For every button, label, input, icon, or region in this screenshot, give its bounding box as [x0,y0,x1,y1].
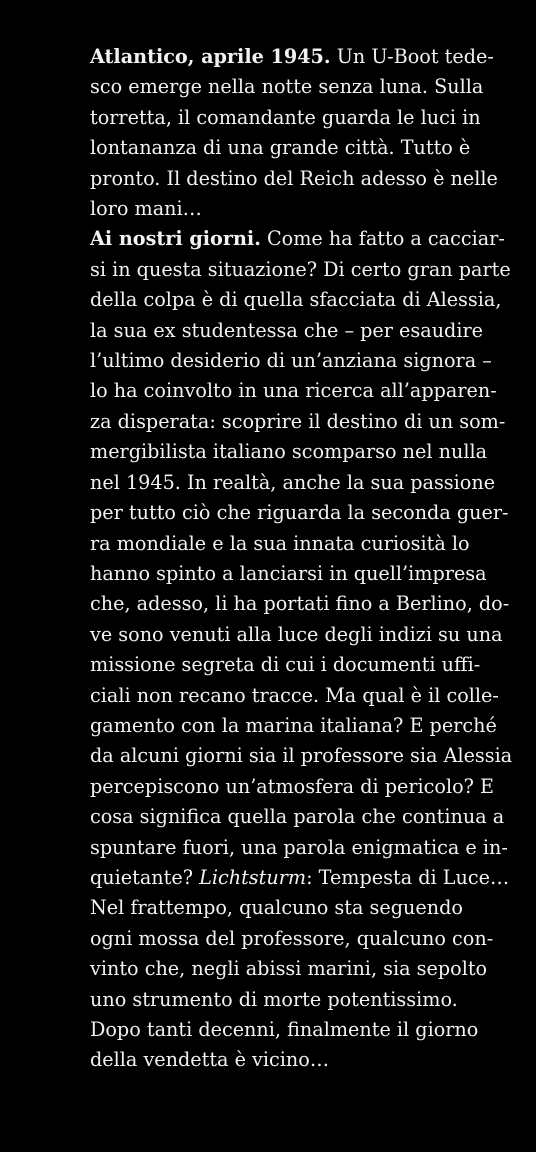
text-line [90,255,511,285]
bold-lead: Atlantico, aprile 1945. [90,45,331,68]
text-segment: ogni mossa del professore, qualcuno con- [90,926,494,950]
text-segment: da alcuni giorni sia il professore sia Alessia [90,744,513,768]
text-segment: lo ha coinvolto in una ricerca all’apparen- [90,379,497,403]
text-segment: si in questa situazione? Di certo gran parte [90,257,511,281]
text-line [90,772,495,802]
text-line [90,589,510,619]
text-line [90,1045,448,1075]
text-segment: lontananza di una grande città. Tutto è [90,136,471,160]
text-segment: ciali non recano tracce. Ma qual è il colle- [90,683,499,707]
text-line [90,316,484,346]
text-segment: cosa significa quella parola che continua a [90,805,505,829]
text-segment: l’ultimo desiderio di un’anziana signora – [90,349,492,373]
text-segment: quietante? [90,865,200,889]
text-line [90,954,488,984]
bold-lead: Ai nostri giorni. [90,227,261,251]
text-line [90,437,488,467]
mixed-italic [90,866,306,889]
text-segment: vinto che, negli abissi marini, sia sepolto [90,957,488,981]
text-segment: pronto. Il destino del Reich adesso è nelle [90,166,498,190]
text-segment: spuntare fuori, una parola enigmatica e in- [90,835,508,859]
text-line [90,407,506,437]
text-segment: ra mondiale e la sua innata curiosità lo [90,531,470,555]
text-segment: uno strumento di morte potentissimo. [90,987,458,1011]
text-line [90,893,463,923]
text-segment: Come ha fatto a cacciar- [260,227,505,251]
text-segment: Nel frattempo, qualcuno sta seguendo [90,896,463,920]
text-line [90,103,481,133]
text-segment: della colpa è di quella sfacciata di Alessia, [90,288,502,312]
text-segment: za disperata: scoprire il destino di un som- [90,409,506,433]
text-line [90,650,481,680]
text-segment: la sua ex studentessa che – per esaudire [90,318,484,342]
text-line [90,133,471,163]
text-segment: torretta, il comandante guarda le luci in [90,105,481,129]
text-line [90,802,505,832]
italic-term: Lichtsturm [199,865,307,889]
text-line [90,681,499,711]
text-line [90,194,448,224]
text-segment: missione segreta di cui i documenti uffi- [90,653,481,677]
text-segment: della vendetta è vicino… [90,1048,330,1072]
text-line [90,1015,479,1045]
text-segment: Un U-Boot tede- [330,45,494,68]
text-line [90,559,487,589]
text-segment: Dopo tanti decenni, finalmente il giorno [90,1018,479,1041]
text-segment: per tutto ciò che riguarda la seconda guer- [90,501,509,525]
text-segment: nel 1945. In realtà, anche la sua passione [90,470,496,494]
text-segment: gamento con la marina italiana? E perché [90,713,497,737]
text-segment: mergibilista italiano scomparso nel nulla [90,440,488,464]
text-line [90,741,513,771]
text-line [90,376,497,406]
text-segment: loro mani… [90,197,202,221]
text-line [90,863,510,893]
text-segment: ve sono venuti alla luce degli indizi su una [90,622,503,646]
text-line [90,285,502,315]
text-line [90,164,498,194]
text-line [90,529,470,559]
text-line [90,833,508,863]
text-line [90,985,458,1015]
text-line [90,924,494,954]
text-segment: sco emerge nella notte senza luna. Sulla [90,75,484,99]
text-line [90,72,484,102]
text-segment: : Tempesta di Luce… [306,865,510,889]
text-line [90,620,503,650]
text-segment: hanno spinto a lanciarsi in quell’impresa [90,561,487,585]
blurb-text [90,42,513,1076]
text-line [90,346,492,376]
text-line [90,711,497,741]
text-line [90,224,505,254]
text-segment: che, adesso, li ha portati fino a Berlino, do- [90,592,510,616]
text-line [90,42,494,72]
text-segment: percepiscono un’atmosfera di pericolo? E [90,774,495,798]
text-line [90,498,509,528]
text-line [90,468,496,498]
